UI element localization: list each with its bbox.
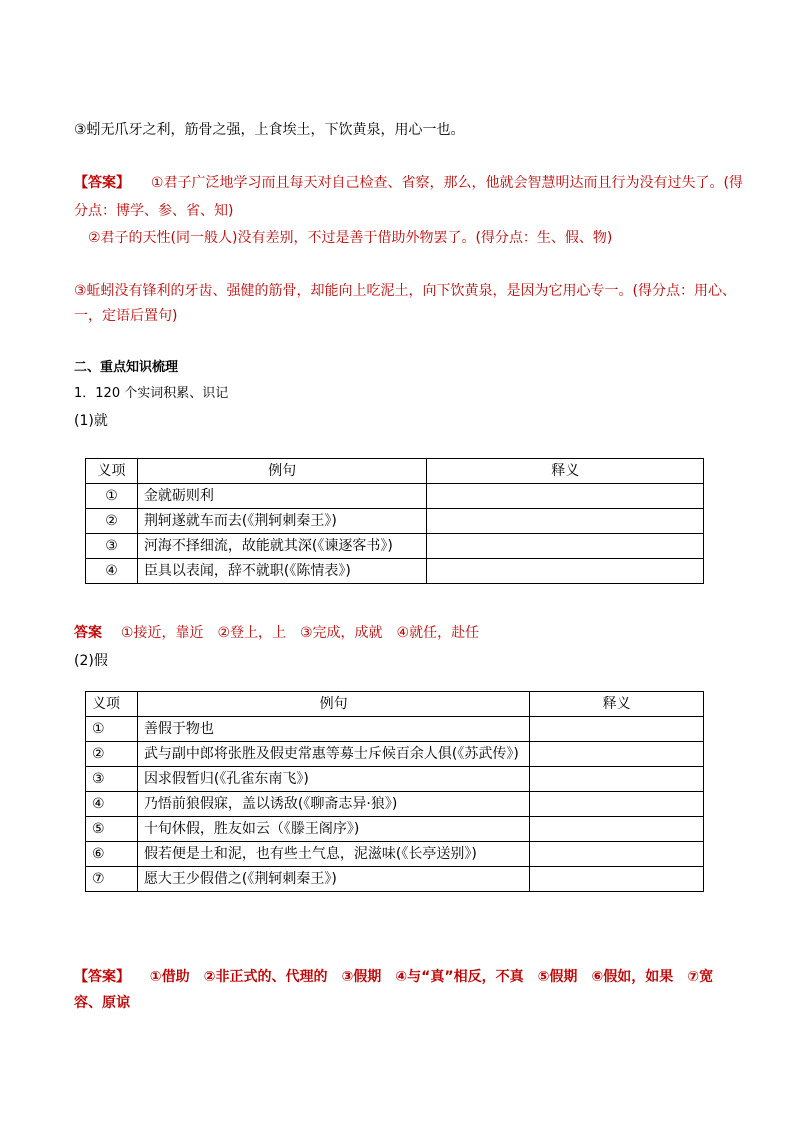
row-meaning bbox=[427, 509, 704, 534]
header-meaning: 释义 bbox=[530, 692, 704, 717]
row-num: ① bbox=[86, 484, 138, 509]
row-num: ⑦ bbox=[86, 867, 138, 892]
answer-label: 答案 bbox=[74, 625, 102, 641]
word-1-answer bbox=[74, 623, 479, 643]
table-row bbox=[86, 534, 704, 559]
answer-label: 【答案】 bbox=[74, 969, 130, 985]
row-meaning bbox=[427, 559, 704, 584]
table-row bbox=[86, 817, 704, 842]
row-num: ⑤ bbox=[86, 817, 138, 842]
table-row bbox=[86, 867, 704, 892]
row-num: ② bbox=[86, 509, 138, 534]
word-2-answer-line-1 bbox=[74, 967, 713, 987]
table-row bbox=[86, 559, 704, 584]
header-meaning: 释义 bbox=[427, 459, 704, 484]
table-row bbox=[86, 509, 704, 534]
row-meaning bbox=[427, 534, 704, 559]
table-row bbox=[86, 484, 704, 509]
word-1-title: (1)就 bbox=[74, 413, 108, 429]
row-num: ③ bbox=[86, 767, 138, 792]
answer-1-line-4: ③蚯蚓没有锋利的牙齿、强健的筋骨，却能向上吃泥土，向下饮黄泉，是因为它用心专一。(得分点：用心、 bbox=[74, 283, 737, 299]
question-line-3: ③蚓无爪牙之利，筋骨之强，上食埃土，下饮黄泉，用心一也。 bbox=[74, 122, 465, 138]
row-num: ③ bbox=[86, 534, 138, 559]
row-meaning bbox=[530, 767, 704, 792]
row-num: ④ bbox=[86, 559, 138, 584]
header-item: 义项 bbox=[86, 459, 138, 484]
section-title: 二、重点知识梳理 bbox=[74, 360, 179, 375]
table-row bbox=[86, 767, 704, 792]
header-example: 例句 bbox=[137, 459, 427, 484]
answer-label: 【答案】 bbox=[74, 175, 130, 191]
row-example: 荆轲遂就车而去(《荆轲刺秦王》) bbox=[137, 509, 427, 534]
row-meaning bbox=[530, 792, 704, 817]
row-example: 金就砺则利 bbox=[137, 484, 427, 509]
word-2-answer-line-2: 容、原谅 bbox=[74, 995, 130, 1011]
row-example: 乃悟前狼假寐，盖以诱敌(《聊斋志异·狼》) bbox=[137, 792, 529, 817]
table-row bbox=[86, 792, 704, 817]
row-num: ⑥ bbox=[86, 842, 138, 867]
row-meaning bbox=[530, 717, 704, 742]
word-1-answer-text: ①接近，靠近 ②登上，上 ③完成，成就 ④就任，赴任 bbox=[120, 625, 480, 641]
word-1-table bbox=[85, 458, 704, 584]
table-row bbox=[86, 842, 704, 867]
answer-1-text-1: ①君子广泛地学习而且每天对自己检查、省察，那么，他就会智慧明达而且行为没有过失了。(得 bbox=[150, 175, 743, 191]
table-row bbox=[86, 717, 704, 742]
header-example: 例句 bbox=[137, 692, 529, 717]
row-example: 因求假暂归(《孔雀东南飞》) bbox=[137, 767, 529, 792]
row-meaning bbox=[427, 484, 704, 509]
row-meaning bbox=[530, 842, 704, 867]
row-meaning bbox=[530, 867, 704, 892]
row-example: 武与副中郎将张胜及假吏常惠等募士斥候百余人俱(《苏武传》) bbox=[137, 742, 529, 767]
word-2-title: (2)假 bbox=[74, 653, 108, 669]
table-header-row bbox=[86, 692, 704, 717]
subsection-title: 1．120 个实词积累、识记 bbox=[74, 386, 229, 401]
header-item: 义项 bbox=[86, 692, 138, 717]
row-example: 假若便是土和泥，也有些土气息，泥滋味(《长亭送别》) bbox=[137, 842, 529, 867]
row-num: ④ bbox=[86, 792, 138, 817]
row-meaning bbox=[530, 817, 704, 842]
table-header-row bbox=[86, 459, 704, 484]
word-2-table bbox=[85, 691, 704, 892]
row-example: 臣具以表闻，辞不就职(《陈情表》) bbox=[137, 559, 427, 584]
answer-1-line-1 bbox=[74, 173, 743, 193]
answer-1-line-3: ②君子的天性(同一般人)没有差别，不过是善于借助外物罢了。(得分点：生、假、物) bbox=[88, 230, 613, 246]
answer-1-line-2: 分点：博学、参、省、知) bbox=[74, 203, 234, 219]
word-2-answer-text-1: ①借助 ②非正式的、代理的 ③假期 ④与“真”相反，不真 ⑤假期 ⑥假如，如果 ⑦宽 bbox=[149, 969, 714, 985]
row-num: ① bbox=[86, 717, 138, 742]
row-example: 愿大王少假借之(《荆轲刺秦王》) bbox=[137, 867, 529, 892]
row-num: ② bbox=[86, 742, 138, 767]
row-meaning bbox=[530, 742, 704, 767]
answer-1-line-5: 一，定语后置句) bbox=[74, 308, 178, 324]
row-example: 善假于物也 bbox=[137, 717, 529, 742]
row-example: 河海不择细流，故能就其深(《谏逐客书》) bbox=[137, 534, 427, 559]
row-example: 十旬休假，胜友如云（《滕王阁序》) bbox=[137, 817, 529, 842]
table-row bbox=[86, 742, 704, 767]
